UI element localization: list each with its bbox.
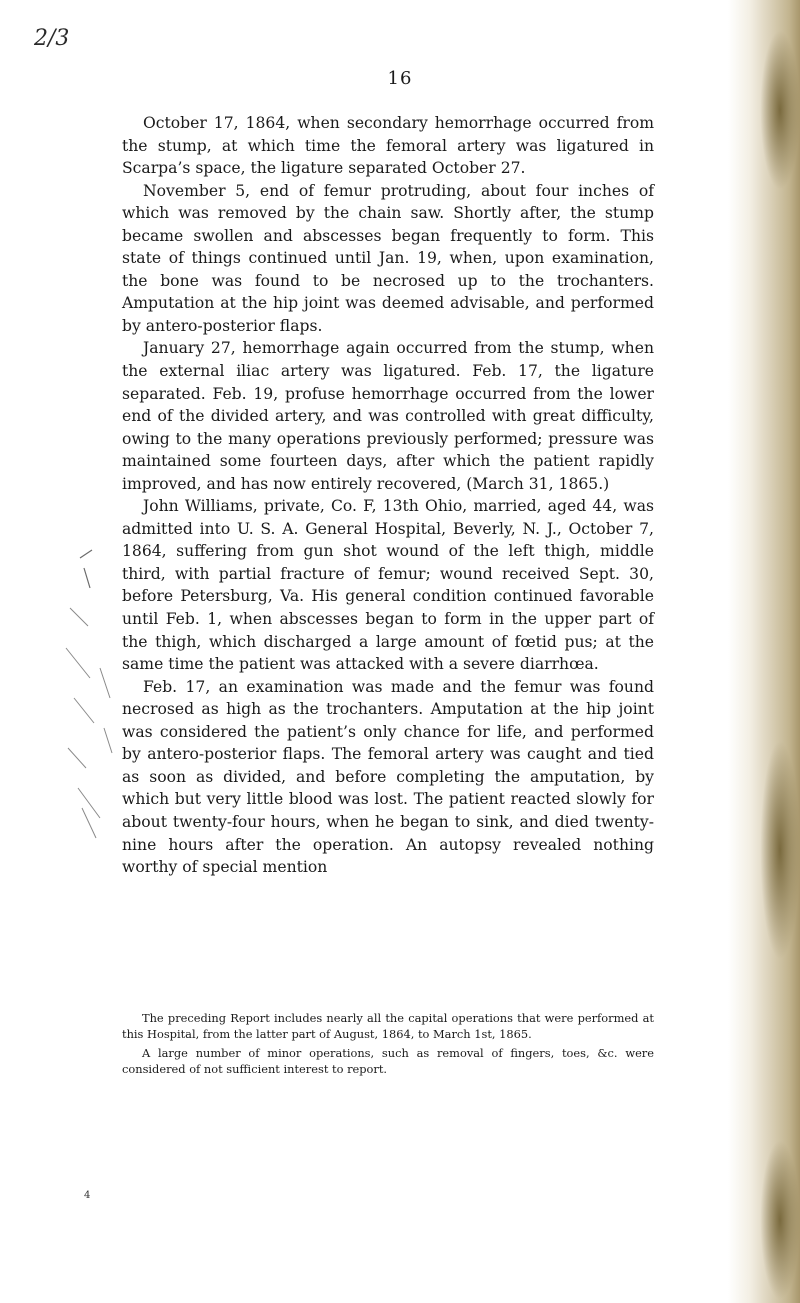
paragraph: October 17, 1864, when secondary hemorrhage occurred from the stump, at which time the femoral artery was ligatured in Scarpa’s space, the ligature separated October 27. (122, 114, 654, 178)
note: A large number of minor operations, such as removal of fingers, toes, &c. were considered of not sufficient interest to report. (122, 1046, 654, 1076)
paragraph: January 27, hemorrhage again occurred from the stump, when the external iliac artery was ligatured. Feb. 17, the ligature separated. Feb. 19, profuse hemorrhage occurred from the lower end of the divided artery, and was controlled with great difficulty, owing to the many operations previously performed; pressure was maintained some fourteen days, after which the patient rapidly improved, and has now entirely recovered, (March 31, 1865.) (122, 339, 654, 493)
folio-mark: 2/3 (34, 26, 70, 51)
edge-stain (760, 1140, 800, 1300)
body-text (122, 112, 654, 879)
pencil-marks-icon (60, 548, 140, 848)
page-edge (728, 0, 800, 1303)
paragraph: Feb. 17, an examination was made and the femur was found necrosed as high as the trochanters. Amputation at the hip joint was considered the patient’s only chance for life, and performed by antero-posterior flaps. The femoral artery was caught and tied as soon as divided, and before completing the amputation, by which but very little blood was lost. The patient reacted slowly for about twenty-four hours, when he began to sink, and died twenty-nine hours after the operation. An autopsy revealed nothing worthy of special mention (122, 677, 654, 877)
page-number: 16 (387, 68, 413, 89)
margin-mark: 4 (84, 1190, 91, 1201)
note: The preceding Report includes nearly all the capital operations that were performed at this Hospital, from the latter part of August, 1864, to March 1st, 1865. (122, 1011, 654, 1041)
footnotes (122, 1010, 654, 1080)
edge-stain (760, 740, 800, 960)
paragraph: John Williams, private, Co. F, 13th Ohio, married, aged 44, was admitted into U. S. A. General Hospital, Beverly, N. J., October 7, 1864, suffering from gun shot wound of the left thigh, middle third, with partial fracture of femur; wound received Sept. 30, before Petersburg, Va. His general condition continued favorable until Feb. 1, when abscesses began to form in the upper part of the thigh, which discharged a large amount of fœtid pus; at the same time the patient was attacked with a severe diarrhœa. (122, 497, 654, 674)
edge-stain (760, 30, 800, 190)
paragraph: November 5, end of femur protruding, about four inches of which was removed by the chain saw. Shortly after, the stump became swollen and abscesses began frequently to form. This state of things continued until Jan. 19, when, upon examination, the bone was found to be necrosed up to the trochanters. Amputation at the hip joint was deemed advisable, and performed by antero-posterior flaps. (122, 181, 654, 335)
